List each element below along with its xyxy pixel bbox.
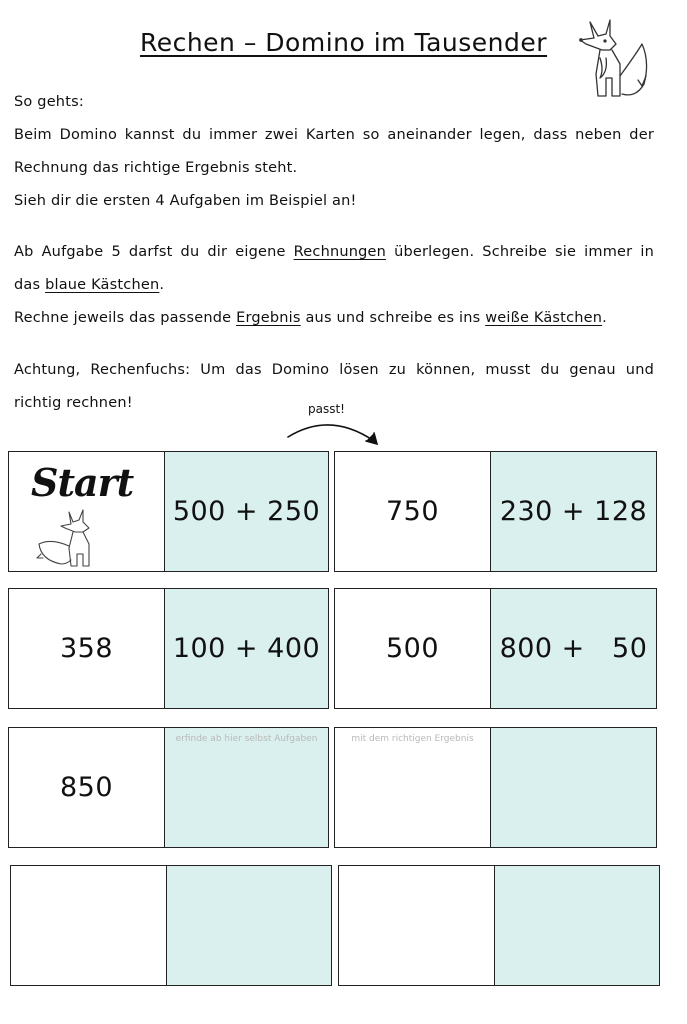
domino-card [8, 588, 329, 709]
task-value: 500 + 250 [172, 496, 321, 527]
underlined-ergebnis: Ergebnis [236, 310, 301, 326]
card-blue-field [490, 452, 656, 571]
text-fragment: . [159, 277, 165, 293]
page-title: Rechen – Domino im Tausender [139, 28, 548, 57]
instructions-heading: So gehts: [14, 94, 84, 110]
domino-card [338, 865, 660, 986]
text-fragment: . [602, 310, 607, 326]
underlined-rechnungen: Rechnungen [293, 244, 387, 260]
card-white-field [9, 589, 164, 708]
card-blue-field[interactable] [166, 866, 331, 985]
text-fragment: Ab Aufgabe 5 darfst du dir eigene [14, 244, 294, 260]
domino-card [334, 451, 657, 572]
instructions-p1-line1: Beim Domino kannst du immer zwei Karten so aneinander legen, dass neben der [14, 127, 654, 143]
result-value: 500 [385, 633, 440, 664]
result-value: 358 [59, 633, 114, 664]
instructions-part2 [14, 236, 654, 335]
card-white-field [9, 728, 164, 847]
task-value: 800 + 50 [499, 633, 648, 664]
card-white-field [9, 452, 164, 571]
instructions-p2-line2 [14, 269, 654, 302]
text-fragment: Rechne jeweils das passende [14, 310, 237, 326]
card-white-field[interactable] [339, 866, 494, 985]
instructions-p1-line3: Sieh dir die ersten 4 Aufgaben im Beispiel an! [14, 193, 357, 209]
fox-icon [35, 508, 105, 570]
hint-text: erfinde ab hier selbst Aufgaben [175, 734, 318, 744]
instructions-p3-line1: Achtung, Rechenfuchs: Um das Domino lösen zu können, musst du genau und [14, 362, 654, 378]
instructions [14, 86, 654, 218]
card-white-field[interactable] [11, 866, 166, 985]
domino-card-start [8, 451, 329, 572]
instructions-p2-line3 [14, 302, 654, 335]
card-white-field[interactable] [335, 728, 490, 847]
domino-card [10, 865, 332, 986]
start-label: Start [31, 460, 134, 505]
underlined-blaue-kaestchen: blaue Kästchen [45, 277, 160, 293]
card-blue-field[interactable] [494, 866, 659, 985]
domino-card [8, 727, 329, 848]
card-blue-field[interactable] [490, 728, 656, 847]
instructions-p3-line2: richtig rechnen! [14, 395, 133, 411]
card-blue-field [164, 589, 328, 708]
card-blue-field [490, 589, 656, 708]
task-value: 230 + 128 [499, 496, 648, 527]
result-value: 750 [385, 496, 440, 527]
passt-label: passt! [308, 402, 345, 416]
text-fragment: aus und schreibe es ins [300, 310, 486, 326]
domino-card [334, 727, 657, 848]
text-fragment: das [14, 277, 46, 293]
hint-text: mit dem richtigen Ergebnis [351, 734, 474, 744]
task-value: 100 + 400 [172, 633, 321, 664]
card-blue-field [164, 452, 328, 571]
card-white-field [335, 589, 490, 708]
card-blue-field[interactable] [164, 728, 328, 847]
text-fragment: überlegen. Schreibe sie immer in [386, 244, 654, 260]
underlined-weisse-kaestchen: weiße Kästchen [485, 310, 603, 326]
domino-card [334, 588, 657, 709]
result-value: 850 [59, 772, 114, 803]
instructions-p1-line2: Rechnung das richtige Ergebnis steht. [14, 160, 298, 176]
card-white-field [335, 452, 490, 571]
curved-arrow-icon [282, 415, 392, 453]
instructions-p2-line1 [14, 236, 654, 269]
